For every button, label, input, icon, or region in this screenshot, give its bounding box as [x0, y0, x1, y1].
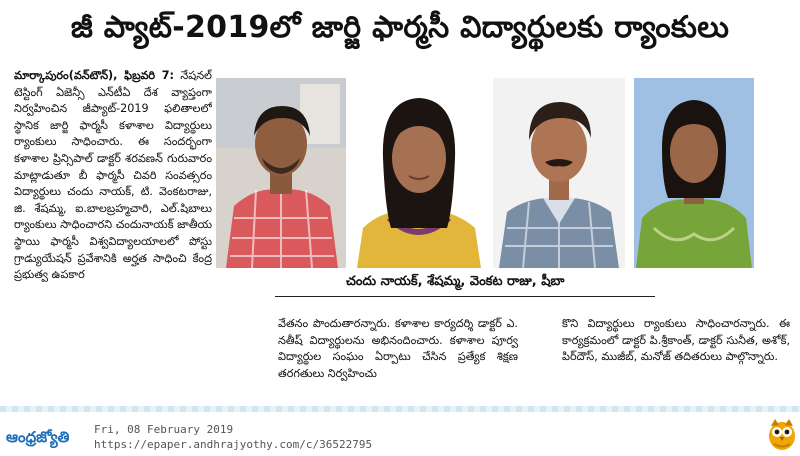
photo-strip — [216, 78, 798, 268]
article-column-1 — [14, 68, 212, 398]
portrait-woman-yellow-dress-photo — [353, 78, 484, 268]
article-column-1-text: నేషనల్ టెస్టింగ్ ఏజెన్సీ ఎన్‌టీఏ దేశ వ్యాప్తంగా నిర్వహించిన జీప్యాట్-2019 ఫలితాలలో స్థానిక జార్జి ఫార్మసీ కళాశాల విద్యార్థులు ర్యాంకులు సాధించారు. ఈ సందర్భంగా కళాశాల ప్రిన్సిపాల్ డాక్టర్ శరవణన్ గురువారం మాట్లాడుతూ బీ ఫార్మసీ చివరి సంవత్సరం విద్యార్థులు చందు నాయక్, టి. వెంకటరాజు, జి. శేషమ్మ, ఐ.బాలబ్రహ్మచారి, ఎల్.షిబాలు ర్యాంకులు సాధించారని చందునాయక్ జాతీయ స్థాయి ఫార్మసీ విశ్వవిద్యాలయాలలో పోస్టు గ్రాడ్యుయేషన్ ప్రవేశానికి అర్హత సాధించి కేంద్ర ప్రభుత్వ ఉపకార — [14, 69, 212, 282]
article-headline: జీ ప్యాట్-2019లో జార్జి ఫార్మసీ విద్యార్థులకు ర్యాంకులు — [70, 10, 730, 45]
footer-meta — [94, 422, 372, 452]
portrait-man-checked-shirt-photo — [216, 78, 346, 268]
article-url[interactable]: https://epaper.andhrajyothy.com/c/36522795 — [94, 438, 373, 451]
article-dateline: మార్కాపురం(వన్‌టౌన్), ఫిబ్రవరి 7: — [14, 69, 175, 82]
owl-mascot-icon — [766, 416, 798, 452]
article-column-3: కొని విద్యార్థులు ర్యాంకులు సాధించారన్నారు. ఈ కార్యక్రమంలో డాక్టర్ పి.శ్రీకాంత్, డాక్టర్ సునీత, అశోక్, పిర్‌దౌస్, ముజీబ్, మనోజ్ తదితరులు పాల్గొన్నారు. — [562, 317, 790, 364]
svg-text:ఆంధ్రజ్యోతి: ఆంధ్రజ్యోతి — [6, 428, 70, 446]
andhrajyothy-logo[interactable] — [6, 422, 88, 448]
article-column-2: వేతనం పొందుతారన్నారు. కళాశాల కార్యదర్శి డాక్టర్ ఎ. నతీష్ విద్యార్థులను అభినందించారు. కళాశాల పూర్వ విద్యార్థుల సంఘం ఏర్పాటు చేసిన ప్రత్యేక శిక్షణ తరగతులు నిర్వహించు — [278, 317, 518, 380]
edition-date: Fri, 08 February 2019 — [94, 423, 234, 436]
caption-divider — [275, 296, 655, 297]
photo-caption: చందు నాయక్, శేషమ్మ, వెంకట రాజు, షీబా — [346, 274, 565, 289]
epaper-footer — [0, 412, 800, 456]
portrait-woman-green-top-photo — [634, 78, 754, 268]
portrait-man-mustache-checked-shirt-photo — [493, 78, 625, 268]
